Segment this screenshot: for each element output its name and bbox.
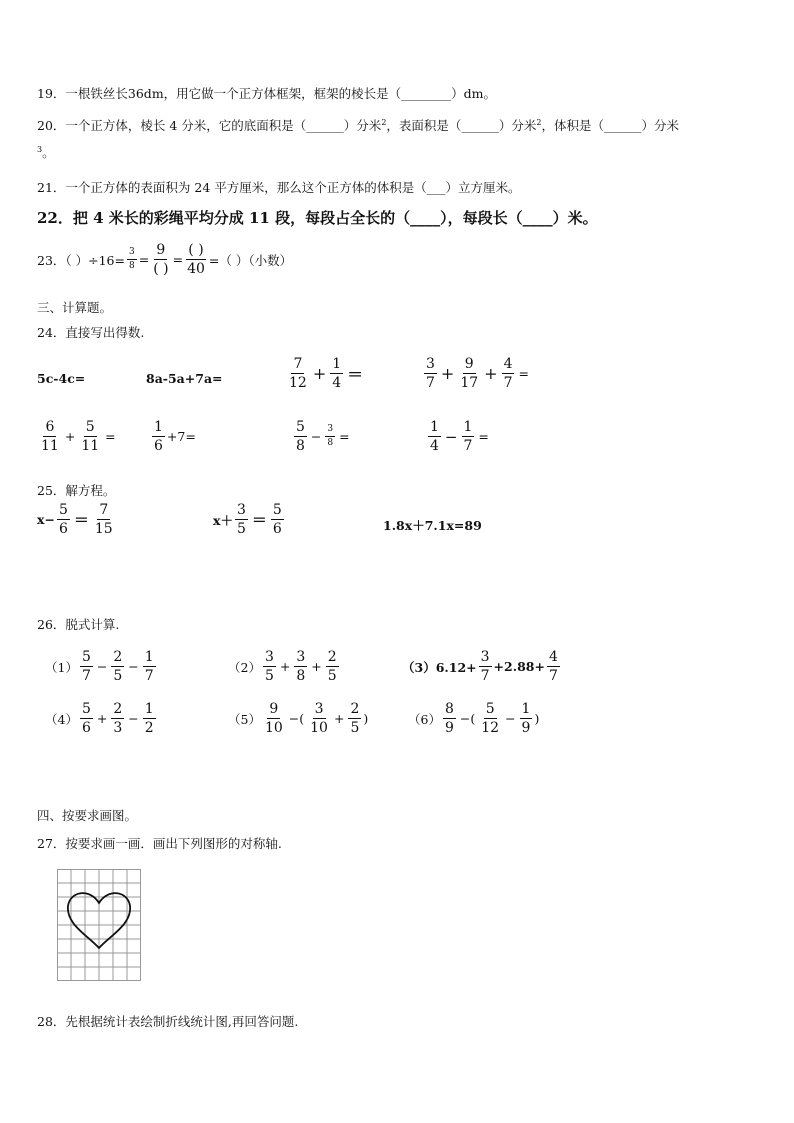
fraction: 9 ( )	[153, 242, 169, 277]
question-25-title: 25．解方程。	[37, 483, 116, 498]
problem-26-2: （2） 3 5 + $\frac{3}{8}$ + $\frac{2}{5}$	[228, 649, 337, 684]
question-20-cont: $^3$。	[37, 144, 55, 160]
question-24-title: 24．直接写出得数.	[37, 325, 145, 340]
expr-24-1: 5c-4c=	[37, 371, 86, 386]
expr-24-2: 8a-5a+7a=	[146, 371, 223, 386]
question-19: 19．一根铁丝长36dm，用它做一个正方体框架，框架的棱长是（________）dm。	[37, 86, 497, 101]
question-26-title: 26．脱式计算.	[37, 617, 120, 632]
problem-26-6: （6） 8 9 −( 5 12 − $\frac{1}{9}$ )	[408, 701, 540, 736]
problem-26-1: （1） 5 7 − $\frac{2}{5}$ − $\frac{1}{7}$	[45, 649, 154, 684]
expr-24-7: 5 8 − $\frac{3}{8}$ =	[296, 419, 350, 454]
question-21: 21．一个正方体的表面积为 24 平方厘米，那么这个正方体的体积是（___）立方厘米。	[37, 180, 521, 195]
expr-24-4: 3 7 + $\frac{9}{17}$ + $\frac{4}{7}$ =	[426, 356, 529, 391]
problem-26-4: （4） 5 6 + $\frac{2}{3}$ − $\frac{1}{2}$	[45, 701, 154, 736]
problem-26-5: （5） 9 10 −( 3 10 + $\frac{2}{5}$ )	[228, 701, 369, 736]
problem-26-3: （3）6.12+ $\frac{3}{7}$ +2.88+ $\frac{4}{7}$	[402, 649, 558, 684]
equation-25-3: 1.8x＋7.1x=89	[383, 518, 482, 533]
expr-24-8: 1 4 − $\frac{1}{7}$ =	[430, 419, 489, 454]
heart-on-grid-figure	[57, 869, 141, 981]
section-3-title: 三、计算题。	[37, 300, 113, 315]
question-22: 22．把 4 米长的彩绳平均分成 11 段，每段占全长的（____），每段长（____）米。	[37, 209, 598, 227]
question-20: 20．一个正方体，棱长 4 分米，它的底面积是（______）分米$^2$，表面积是（______）分米$^2$，体积是（______）分米	[37, 117, 680, 133]
question-27-title: 27．按要求画一画．画出下列图形的对称轴.	[37, 836, 282, 851]
expr-24-3: 7 12 + $\frac{1}{4}$ ＝	[289, 356, 364, 391]
expr-24-5: 6 11 + $\frac{5}{11}$ =	[41, 419, 116, 454]
grid-lines	[57, 869, 141, 981]
question-23: 23．（ ）÷16= $\frac{3}{8}$ = 9 ( ) = ( ) 40 =（ ）（小数）	[37, 242, 293, 277]
section-4-title: 四、按要求画图。	[37, 808, 138, 823]
equation-25-1: x− $\frac{5}{6}$ ＝ 7 15	[37, 502, 113, 537]
fraction: ( ) 40	[187, 242, 205, 277]
question-28-title: 28．先根据统计表绘制折线统计图,再回答问题.	[37, 1014, 299, 1029]
expr-24-6: 1 6 +7=	[154, 419, 196, 454]
equation-25-2: x＋ 3 5 ＝ 5 6	[213, 502, 282, 537]
fraction: $\frac{3}{8}$	[128, 247, 135, 271]
